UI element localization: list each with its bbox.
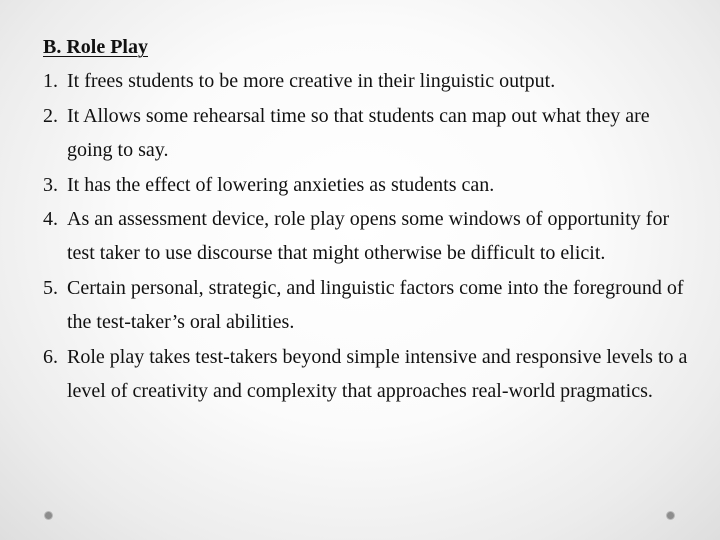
role-play-list — [43, 64, 703, 408]
list-number-3: 3. — [43, 173, 58, 196]
left-bullet-dot-icon — [45, 512, 52, 519]
list-item-3 — [43, 168, 703, 202]
list-number-6: 6. — [43, 345, 58, 368]
list-item-4 — [43, 202, 703, 271]
list-number-4: 4. — [43, 208, 58, 231]
list-number-1: 1. — [43, 70, 58, 93]
list-text-2: It Allows some rehearsal time so that students can map out what they are going to say. — [67, 104, 650, 162]
list-text-6: Role play takes test-takers beyond simple intensive and responsive levels to a level of creativity and complexity that approaches real-world pragmatics. — [67, 345, 688, 403]
right-bullet-dot-icon — [667, 512, 674, 519]
list-item-5 — [43, 271, 703, 340]
list-item-6 — [43, 340, 703, 409]
list-text-1: It frees students to be more creative in their linguistic output. — [67, 70, 556, 93]
list-number-2: 2. — [43, 104, 58, 127]
list-number-5: 5. — [43, 276, 58, 299]
list-text-4: As an assessment device, role play opens some windows of opportunity for test taker to use discourse that might otherwise be difficult to elicit. — [67, 208, 670, 265]
section-heading: B. Role Play — [43, 36, 148, 58]
list-text-5: Certain personal, strategic, and linguistic factors come into the foreground of the test-taker’s oral abilities. — [67, 276, 684, 334]
slide-content — [43, 30, 703, 408]
list-item-2 — [43, 99, 703, 168]
list-text-3: It has the effect of lowering anxieties as students can. — [67, 173, 495, 196]
list-item-1 — [43, 64, 703, 98]
